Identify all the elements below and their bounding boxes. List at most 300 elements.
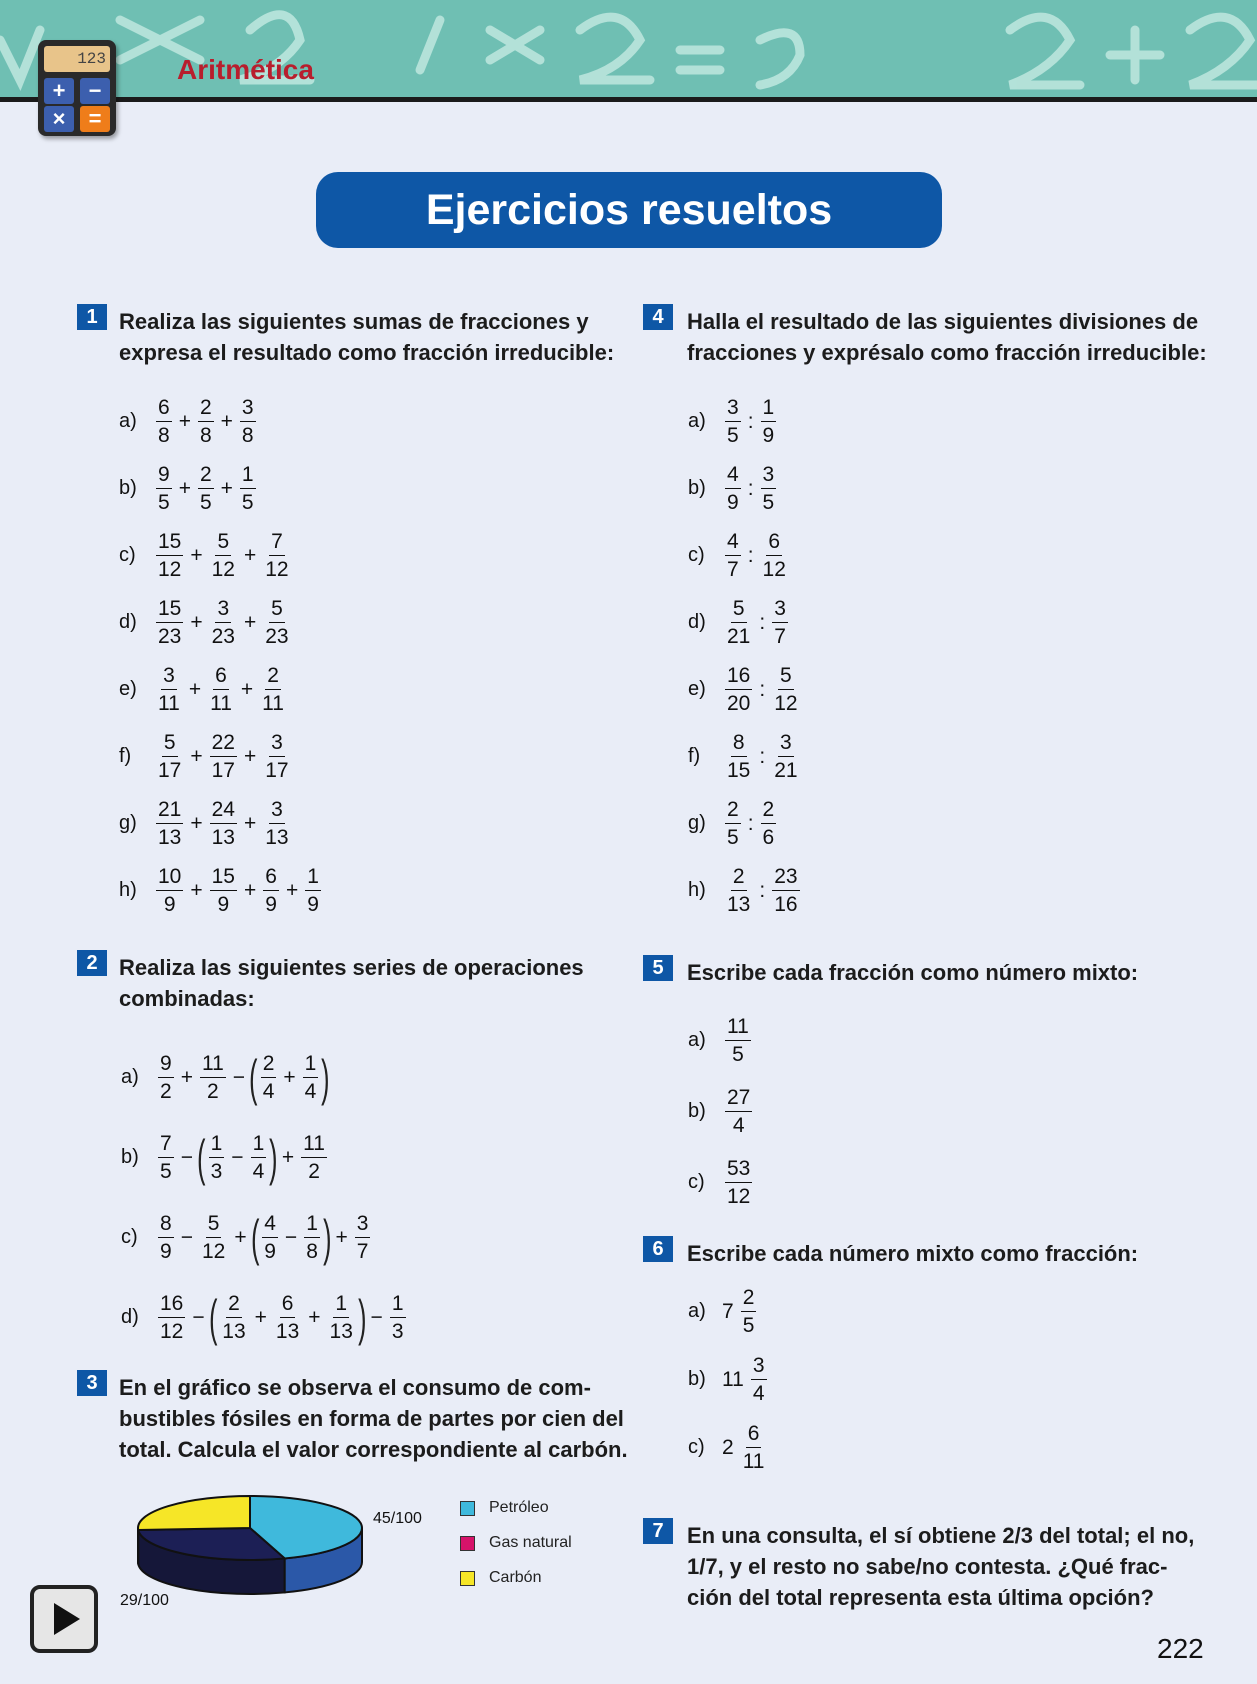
denominator: 12 — [727, 1185, 751, 1208]
denominator: 5 — [160, 1160, 172, 1183]
operator: − — [231, 1145, 244, 1169]
calculator-display: 123 — [44, 46, 110, 72]
fraction — [725, 397, 741, 446]
fraction — [761, 531, 788, 580]
exercise-item — [688, 531, 791, 580]
play-button[interactable] — [30, 1585, 98, 1653]
exercise-number: 6 — [643, 1236, 673, 1262]
prompt-line: Halla el resultado de las siguientes divisiones de — [687, 309, 1199, 334]
fraction — [303, 1053, 319, 1102]
denominator: 9 — [307, 893, 319, 916]
numerator: 11 — [725, 1016, 751, 1041]
exercise-number: 1 — [77, 304, 107, 330]
denominator: 5 — [742, 1314, 755, 1337]
denominator: 12 — [774, 692, 798, 715]
exercise-prompt — [119, 1372, 628, 1465]
denominator: 5 — [762, 491, 775, 514]
prompt-line: Escribe cada número mixto como fracción: — [687, 1241, 1139, 1266]
fraction — [263, 531, 290, 580]
pie-slice-carbón — [138, 1496, 250, 1530]
operator: : — [747, 409, 754, 433]
fraction — [761, 464, 777, 513]
fraction — [725, 1158, 752, 1207]
numerator: 1 — [333, 1293, 349, 1318]
operator: + — [190, 744, 203, 768]
operator: : — [747, 543, 754, 567]
operator: : — [759, 677, 766, 701]
denominator: 11 — [158, 692, 180, 715]
numerator: 6 — [213, 665, 229, 690]
operator: + — [243, 744, 257, 768]
bracket: ( — [197, 1129, 206, 1186]
fraction — [210, 531, 237, 580]
exercise-prompt — [687, 1238, 1138, 1269]
denominator: 4 — [752, 1382, 765, 1405]
operator: : — [747, 811, 754, 835]
denominator: 12 — [160, 1320, 184, 1343]
numerator: 2 — [198, 397, 214, 422]
exercise-item — [119, 665, 289, 714]
prompt-line: Escribe cada fracción como número mixto: — [687, 960, 1139, 985]
denominator: 12 — [762, 558, 786, 581]
numerator: 3 — [269, 732, 285, 757]
item-label: g) — [119, 812, 137, 834]
numerator: 4 — [725, 464, 741, 489]
denominator: 8 — [241, 424, 254, 447]
denominator: 13 — [265, 826, 289, 849]
exercise-item — [121, 1289, 409, 1346]
item-label: f) — [688, 745, 701, 767]
numerator: 2 — [198, 464, 214, 489]
bracket: ) — [323, 1209, 332, 1266]
denominator: 12 — [158, 558, 182, 581]
numerator: 5 — [269, 598, 285, 623]
operator: + — [190, 543, 203, 567]
numerator: 1 — [305, 866, 321, 891]
operator: + — [243, 543, 257, 567]
prompt-line: bustibles fósiles en forma de partes por cien del — [119, 1406, 624, 1431]
operator: + — [335, 1225, 348, 1249]
bracket: ( — [250, 1209, 260, 1266]
operator: + — [240, 677, 254, 701]
denominator: 7 — [727, 558, 739, 581]
item-label: a) — [688, 410, 706, 432]
denominator: 2 — [207, 1080, 219, 1103]
calc-key-plus: + — [44, 78, 74, 104]
exercise-item — [688, 799, 779, 848]
fraction — [158, 1133, 174, 1182]
item-label: f) — [119, 745, 132, 767]
fraction — [220, 1293, 247, 1342]
fraction — [263, 799, 290, 848]
denominator: 16 — [774, 893, 798, 916]
operator: − — [180, 1145, 193, 1169]
exercise-item — [688, 397, 779, 446]
numerator: 11 — [301, 1133, 327, 1158]
item-label: b) — [688, 1368, 706, 1390]
numerator: 16 — [158, 1293, 185, 1318]
fraction — [725, 1016, 751, 1065]
exercise-prompt — [119, 306, 614, 368]
legend-swatch — [460, 1501, 475, 1516]
denominator: 17 — [158, 759, 182, 782]
denominator: 13 — [727, 893, 751, 916]
fraction — [198, 464, 214, 513]
operator: + — [188, 677, 202, 701]
bracket: ( — [208, 1289, 218, 1346]
fraction — [210, 598, 237, 647]
operator: + — [220, 409, 233, 433]
denominator: 21 — [727, 625, 751, 648]
operator: : — [747, 476, 754, 500]
fraction — [301, 1133, 327, 1182]
numerator: 11 — [200, 1053, 226, 1078]
fraction — [328, 1293, 355, 1342]
denominator: 9 — [163, 893, 176, 916]
item-label: b) — [688, 477, 706, 499]
fraction — [263, 732, 290, 781]
exercise-prompt — [119, 952, 584, 1014]
bracket: ) — [321, 1049, 330, 1106]
whole-number: 11 — [722, 1367, 744, 1391]
numerator: 1 — [303, 1053, 319, 1078]
fraction — [156, 464, 172, 513]
operator: + — [243, 811, 257, 835]
fraction — [725, 531, 741, 580]
numerator: 9 — [158, 1053, 174, 1078]
denominator: 9 — [727, 491, 739, 514]
operator: − — [180, 1225, 193, 1249]
exercise-item — [688, 1287, 759, 1336]
fraction — [355, 1213, 371, 1262]
fraction — [772, 598, 788, 647]
fraction — [240, 397, 256, 446]
item-label: g) — [688, 812, 706, 834]
fraction — [262, 1213, 278, 1262]
legend-entry — [460, 1569, 541, 1587]
denominator: 9 — [217, 893, 230, 916]
pie-value-label-gas: 29/100 — [120, 1592, 169, 1609]
numerator: 8 — [158, 1213, 174, 1238]
numerator: 5 — [731, 598, 747, 623]
numerator: 3 — [778, 732, 794, 757]
legend-swatch — [460, 1571, 475, 1586]
denominator: 9 — [264, 1240, 276, 1263]
denominator: 2 — [160, 1080, 172, 1103]
fraction — [725, 1087, 752, 1136]
item-label: a) — [688, 1300, 706, 1322]
denominator: 8 — [199, 424, 212, 447]
legend-swatch — [460, 1536, 475, 1551]
denominator: 13 — [329, 1320, 353, 1343]
prompt-line: Realiza las siguientes series de operaciones — [119, 955, 584, 980]
operator: + — [190, 610, 203, 634]
page-number: 222 — [1157, 1633, 1204, 1664]
numerator: 4 — [725, 531, 741, 556]
operator: − — [192, 1305, 205, 1329]
numerator: 2 — [741, 1287, 757, 1312]
numerator: 3 — [161, 665, 177, 690]
fraction — [274, 1293, 301, 1342]
numerator: 2 — [261, 1053, 277, 1078]
calc-key-equals: = — [80, 106, 110, 132]
prompt-line: combinadas: — [119, 986, 255, 1011]
exercise-item — [119, 799, 294, 848]
numerator: 5 — [778, 665, 794, 690]
fraction — [725, 598, 752, 647]
exercise-item — [119, 866, 324, 915]
numerator: 3 — [761, 464, 777, 489]
fraction — [761, 397, 777, 446]
denominator: 4 — [252, 1160, 265, 1183]
denominator: 4 — [304, 1080, 317, 1103]
denominator: 13 — [158, 826, 182, 849]
denominator: 13 — [222, 1320, 246, 1343]
denominator: 2 — [308, 1160, 320, 1183]
pie-value-label-petroleo: 45/100 — [373, 1510, 422, 1527]
denominator: 5 — [241, 491, 254, 514]
operator: + — [243, 610, 257, 634]
item-label: a) — [121, 1066, 139, 1088]
fraction — [156, 531, 183, 580]
numerator: 3 — [269, 799, 285, 824]
operator: + — [178, 476, 191, 500]
denominator: 5 — [727, 826, 739, 849]
item-label: b) — [688, 1100, 706, 1122]
fraction — [198, 397, 214, 446]
operator: − — [370, 1305, 383, 1329]
prompt-line: 1/7, y el resto no sabe/no contesta. ¿Qué frac- — [687, 1554, 1168, 1579]
denominator: 6 — [762, 826, 775, 849]
operator: + — [285, 878, 299, 902]
operator: + — [283, 1065, 296, 1089]
prompt-line: fracciones y exprésalo como fracción irreducible: — [687, 340, 1207, 365]
numerator: 27 — [725, 1087, 752, 1112]
numerator: 1 — [304, 1213, 320, 1238]
fraction — [772, 665, 799, 714]
denominator: 20 — [727, 692, 751, 715]
numerator: 1 — [761, 397, 777, 422]
numerator: 6 — [156, 397, 172, 422]
denominator: 5 — [158, 491, 170, 514]
fraction — [761, 799, 777, 848]
numerator: 7 — [158, 1133, 174, 1158]
fraction — [725, 732, 752, 781]
operator: : — [759, 610, 766, 634]
fraction — [158, 1053, 174, 1102]
operator: + — [180, 1065, 193, 1089]
item-label: e) — [688, 678, 706, 700]
fraction — [741, 1287, 757, 1336]
numerator: 2 — [731, 866, 747, 891]
prompt-line: ción del total representa esta última opción? — [687, 1585, 1154, 1610]
fraction — [210, 732, 237, 781]
numerator: 8 — [731, 732, 747, 757]
fraction — [751, 1355, 767, 1404]
fraction — [725, 866, 752, 915]
operator: + — [234, 1225, 247, 1249]
fraction — [156, 397, 172, 446]
item-label: d) — [688, 611, 706, 633]
numerator: 2 — [761, 799, 777, 824]
fraction — [156, 598, 183, 647]
denominator: 8 — [158, 424, 170, 447]
item-label: c) — [121, 1226, 138, 1248]
exercise-item — [688, 1087, 755, 1136]
prompt-line: expresa el resultado como fracción irreducible: — [119, 340, 615, 365]
exercise-number: 7 — [643, 1518, 673, 1544]
denominator: 13 — [211, 826, 235, 849]
numerator: 2 — [226, 1293, 242, 1318]
operator: + — [178, 409, 191, 433]
numerator: 4 — [262, 1213, 278, 1238]
calc-key-times: × — [44, 106, 74, 132]
legend-entry — [460, 1499, 549, 1517]
numerator: 15 — [210, 866, 237, 891]
denominator: 17 — [211, 759, 235, 782]
fraction — [156, 799, 183, 848]
fraction — [251, 1133, 267, 1182]
fraction — [741, 1423, 767, 1472]
denominator: 23 — [211, 625, 235, 648]
whole-number: 7 — [722, 1299, 734, 1323]
fraction — [158, 1213, 174, 1262]
exercise-number: 4 — [643, 304, 673, 330]
denominator: 21 — [774, 759, 798, 782]
numerator: 23 — [772, 866, 799, 891]
operator: + — [281, 1145, 295, 1169]
fraction — [260, 665, 286, 714]
denominator: 23 — [158, 625, 182, 648]
operator: + — [190, 878, 203, 902]
numerator: 6 — [766, 531, 782, 556]
calc-key-minus: − — [80, 78, 110, 104]
numerator: 3 — [215, 598, 231, 623]
numerator: 7 — [269, 531, 285, 556]
fraction — [725, 464, 741, 513]
exercise-item — [688, 732, 803, 781]
numerator: 5 — [162, 732, 178, 757]
prompt-line: En el gráfico se observa el consumo de com- — [119, 1375, 591, 1400]
numerator: 3 — [725, 397, 741, 422]
bracket: ) — [269, 1129, 278, 1186]
fraction — [210, 799, 237, 848]
exercise-item — [119, 531, 294, 580]
legend-label: Gas natural — [489, 1534, 572, 1551]
item-label: d) — [121, 1306, 139, 1328]
item-label: h) — [688, 879, 706, 901]
prompt-line: En una consulta, el sí obtiene 2/3 del total; el no, — [687, 1523, 1195, 1548]
numerator: 1 — [240, 464, 256, 489]
item-label: c) — [688, 544, 705, 566]
numerator: 3 — [355, 1213, 371, 1238]
prompt-line: Realiza las siguientes sumas de fracciones y — [119, 309, 589, 334]
exercise-item — [119, 732, 294, 781]
item-label: c) — [688, 1171, 705, 1193]
fraction — [156, 665, 182, 714]
item-label: h) — [119, 879, 137, 901]
denominator: 9 — [762, 424, 775, 447]
denominator: 11 — [742, 1450, 765, 1473]
operator: + — [243, 878, 257, 902]
fraction — [208, 665, 234, 714]
denominator: 4 — [262, 1080, 275, 1103]
bracket: ) — [358, 1289, 367, 1346]
prompt-line: total. Calcula el valor correspondiente al carbón. — [119, 1437, 628, 1462]
section-label: Aritmética — [177, 54, 314, 85]
item-label: b) — [119, 477, 137, 499]
fraction — [263, 866, 279, 915]
fraction — [210, 866, 237, 915]
exercise-item — [688, 1016, 754, 1065]
exercise-item — [121, 1049, 330, 1106]
numerator: 3 — [772, 598, 788, 623]
header-rule — [0, 97, 1257, 102]
numerator: 10 — [156, 866, 183, 891]
denominator: 3 — [391, 1320, 404, 1343]
fraction — [209, 1133, 225, 1182]
denominator: 12 — [265, 558, 289, 581]
numerator: 6 — [280, 1293, 296, 1318]
fraction — [156, 732, 183, 781]
operator: + — [308, 1305, 321, 1329]
legend-entry — [460, 1534, 572, 1552]
numerator: 9 — [156, 464, 172, 489]
numerator: 22 — [210, 732, 237, 757]
operator: + — [254, 1305, 267, 1329]
denominator: 11 — [262, 692, 284, 715]
exercise-item — [119, 397, 259, 446]
exercise-number: 2 — [77, 950, 107, 976]
fraction — [772, 866, 799, 915]
exercise-prompt — [687, 957, 1138, 988]
numerator: 3 — [751, 1355, 767, 1380]
exercise-item — [688, 464, 779, 513]
fraction — [304, 1213, 320, 1262]
numerator: 53 — [725, 1158, 752, 1183]
numerator: 21 — [156, 799, 183, 824]
numerator: 3 — [240, 397, 256, 422]
numerator: 6 — [746, 1423, 762, 1448]
item-label: d) — [119, 611, 137, 633]
fraction — [261, 1053, 277, 1102]
exercise-item — [688, 665, 803, 714]
legend-label: Petróleo — [489, 1499, 549, 1516]
bracket: ( — [249, 1049, 258, 1106]
fraction — [158, 1293, 185, 1342]
numerator: 2 — [265, 665, 281, 690]
denominator: 4 — [732, 1114, 745, 1137]
exercise-item — [688, 598, 791, 647]
denominator: 5 — [199, 491, 212, 514]
exercise-item — [121, 1129, 330, 1186]
operator: + — [220, 476, 233, 500]
numerator: 1 — [209, 1133, 225, 1158]
operator: + — [190, 811, 203, 835]
fraction — [725, 665, 752, 714]
operator: − — [284, 1225, 298, 1249]
exercise-item — [688, 1423, 770, 1472]
exercise-prompt — [687, 306, 1207, 368]
page-title: Ejercicios resueltos — [316, 172, 942, 248]
exercise-item — [119, 464, 259, 513]
numerator: 15 — [156, 531, 183, 556]
numerator: 5 — [206, 1213, 222, 1238]
fraction — [390, 1293, 406, 1342]
denominator: 9 — [160, 1240, 172, 1263]
operator: − — [232, 1065, 246, 1089]
fraction — [725, 799, 741, 848]
